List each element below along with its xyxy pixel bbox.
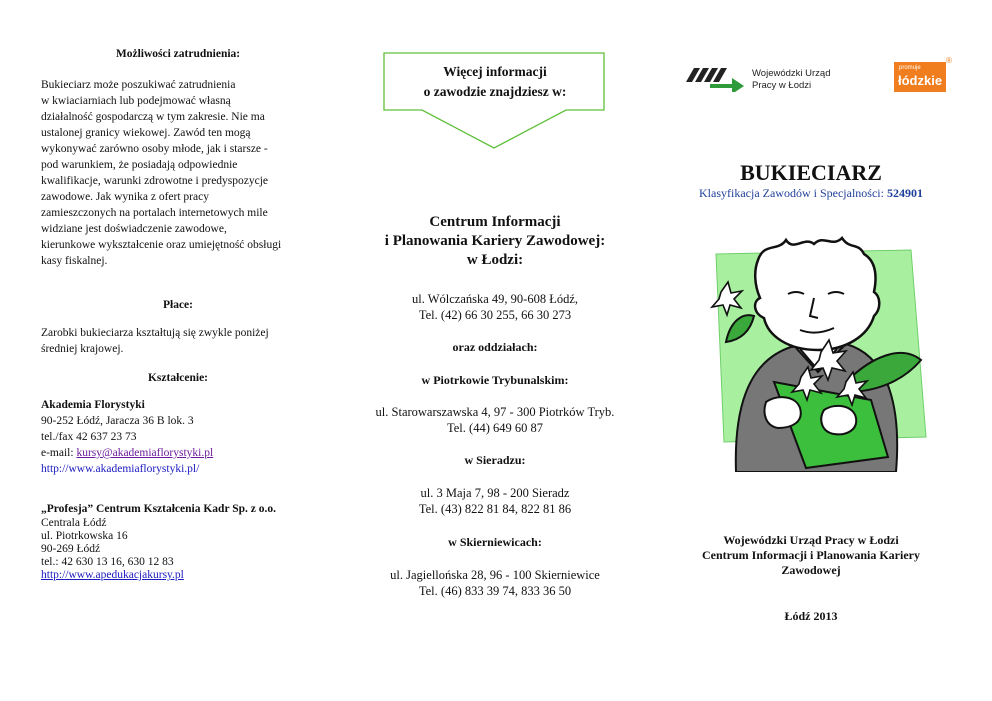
school-2-phone: tel.: 42 630 13 16, 630 12 83 xyxy=(41,556,174,568)
education-heading: Kształcenie: xyxy=(147,372,209,384)
school-2-website-link[interactable]: http://www.apedukacjakursy.pl xyxy=(41,569,184,581)
wup-logo xyxy=(684,60,844,94)
publisher xyxy=(676,533,946,578)
phone-line: Tel. (44) 649 60 87 xyxy=(447,421,543,435)
callout-line: Więcej informacji xyxy=(443,64,547,79)
phone-line: Tel. (43) 822 81 84, 822 81 86 xyxy=(418,502,572,516)
salary-line: Zarobki bukieciarza kształtują się zwykle poniżej xyxy=(41,327,269,339)
salary-line: średniej krajowej. xyxy=(41,343,124,355)
phone-line: Tel. (42) 66 30 255, 66 30 273 xyxy=(418,308,572,322)
left-panel xyxy=(41,0,315,701)
school-2 xyxy=(41,501,315,582)
employment-line: pod warunkiem, że posiadają odpowiednie xyxy=(41,159,238,171)
employment-line: zawodowe. Jak wynika z ofert pracy xyxy=(41,191,209,203)
employment-line: wykonywać zarówno osoby młode, jak i starsze - xyxy=(41,143,268,155)
branches-heading: oraz oddziałach: xyxy=(452,340,538,354)
center-name xyxy=(345,213,645,270)
piotrkow-address xyxy=(345,404,645,436)
middle-panel xyxy=(345,0,645,701)
address-line: ul. Starowarszawska 4, 97 - 300 Piotrków Tryb. xyxy=(375,405,615,419)
callout-text xyxy=(345,62,645,102)
salary-heading: Płace: xyxy=(162,299,193,311)
salary-paragraph xyxy=(41,325,315,357)
piotrkow-heading: w Piotrkowie Trybunalskim: xyxy=(421,373,569,387)
skierniewice-address xyxy=(345,567,645,599)
employment-line: zamieszczonych na portalach internetowych mile xyxy=(41,207,268,219)
address-line: ul. Wólczańska 49, 90-608 Łódź, xyxy=(411,292,579,306)
lodzkie-logo-small: promuje xyxy=(899,65,921,71)
right-panel xyxy=(676,0,952,701)
employment-paragraph xyxy=(41,77,315,269)
page-title: BUKIECIARZ xyxy=(740,160,882,185)
center-name-line: w Łodzi: xyxy=(466,252,524,268)
wup-logo-line: Wojewódzki Urząd xyxy=(752,68,831,79)
employment-line: w kwiaciarniach lub podejmować własną xyxy=(41,95,231,107)
employment-line: kierunkowe wykształcenie oraz umiejętność obsługi xyxy=(41,239,282,251)
florist-illustration xyxy=(696,232,934,472)
lodzkie-registered-mark: ® xyxy=(946,56,952,65)
employment-line: ustalonej granicy wiekowej. Zawód ten mogą xyxy=(41,127,251,139)
classification-code: 524901 xyxy=(886,186,923,200)
sieradz-address xyxy=(345,485,645,517)
wup-logo-icon xyxy=(684,62,746,92)
school-2-line: 90-269 Łódź xyxy=(41,543,101,555)
employment-line: działalność gospodarczą w tym zakresie. Nie ma xyxy=(41,111,265,123)
place-year: Łódź 2013 xyxy=(784,609,838,623)
employment-line: Bukieciarz może poszukiwać zatrudnienia xyxy=(41,79,236,91)
school-1-email-label: e-mail: xyxy=(41,447,77,459)
school-2-line: Centrala Łódź xyxy=(41,517,107,529)
skierniewice-heading: w Skierniewicach: xyxy=(448,535,542,549)
school-2-line: ul. Piotrkowska 16 xyxy=(41,530,128,542)
address-line: ul. Jagiellońska 28, 96 - 100 Skierniewice xyxy=(390,568,600,582)
school-1-email-row xyxy=(41,445,315,461)
school-1-website-link[interactable]: http://www.akademiaflorystyki.pl/ xyxy=(41,463,200,475)
lodzkie-logo xyxy=(894,62,946,92)
publisher-line: Zawodowej xyxy=(781,563,841,577)
school-2-name: „Profesja” Centrum Kształcenia Kadr Sp. z o.o. xyxy=(41,503,276,515)
center-name-line: Centrum Informacji xyxy=(429,214,561,230)
employment-line: kasy fiskalnej. xyxy=(41,255,108,267)
classification-label: Klasyfikacja Zawodów i Specjalności: xyxy=(699,186,887,200)
callout-line: o zawodzie znajdziesz w: xyxy=(423,84,567,99)
school-1-phone: tel./fax 42 637 23 73 xyxy=(41,431,137,443)
address-line: ul. 3 Maja 7, 98 - 200 Sieradz xyxy=(420,486,570,500)
employment-heading: Możliwości zatrudnienia: xyxy=(115,48,241,60)
employment-line: kwalifikacje, warunki zdrowotne i predyspozycje xyxy=(41,175,269,187)
wup-logo-text xyxy=(752,68,831,92)
school-1-name: Akademia Florystyki xyxy=(41,399,145,411)
phone-line: Tel. (46) 833 39 74, 833 36 50 xyxy=(418,584,572,598)
school-1 xyxy=(41,397,315,477)
center-name-line: i Planowania Kariery Zawodowej: xyxy=(384,233,606,249)
wup-logo-line: Pracy w Łodzi xyxy=(752,80,812,91)
publisher-line: Wojewódzki Urząd Pracy w Łodzi xyxy=(723,533,899,547)
school-1-address: 90-252 Łódź, Jaracza 36 B lok. 3 xyxy=(41,415,194,427)
publisher-line: Centrum Informacji i Planowania Kariery xyxy=(702,548,920,562)
sieradz-heading: w Sieradzu: xyxy=(464,453,526,467)
classification xyxy=(676,186,946,201)
school-1-email-link[interactable]: kursy@akademiaflorystyki.pl xyxy=(76,447,214,459)
lodzkie-logo-main: łódzkie xyxy=(898,73,943,88)
lodz-address xyxy=(345,291,645,323)
employment-line: widziane jest doświadczenie zawodowe, xyxy=(41,223,227,235)
